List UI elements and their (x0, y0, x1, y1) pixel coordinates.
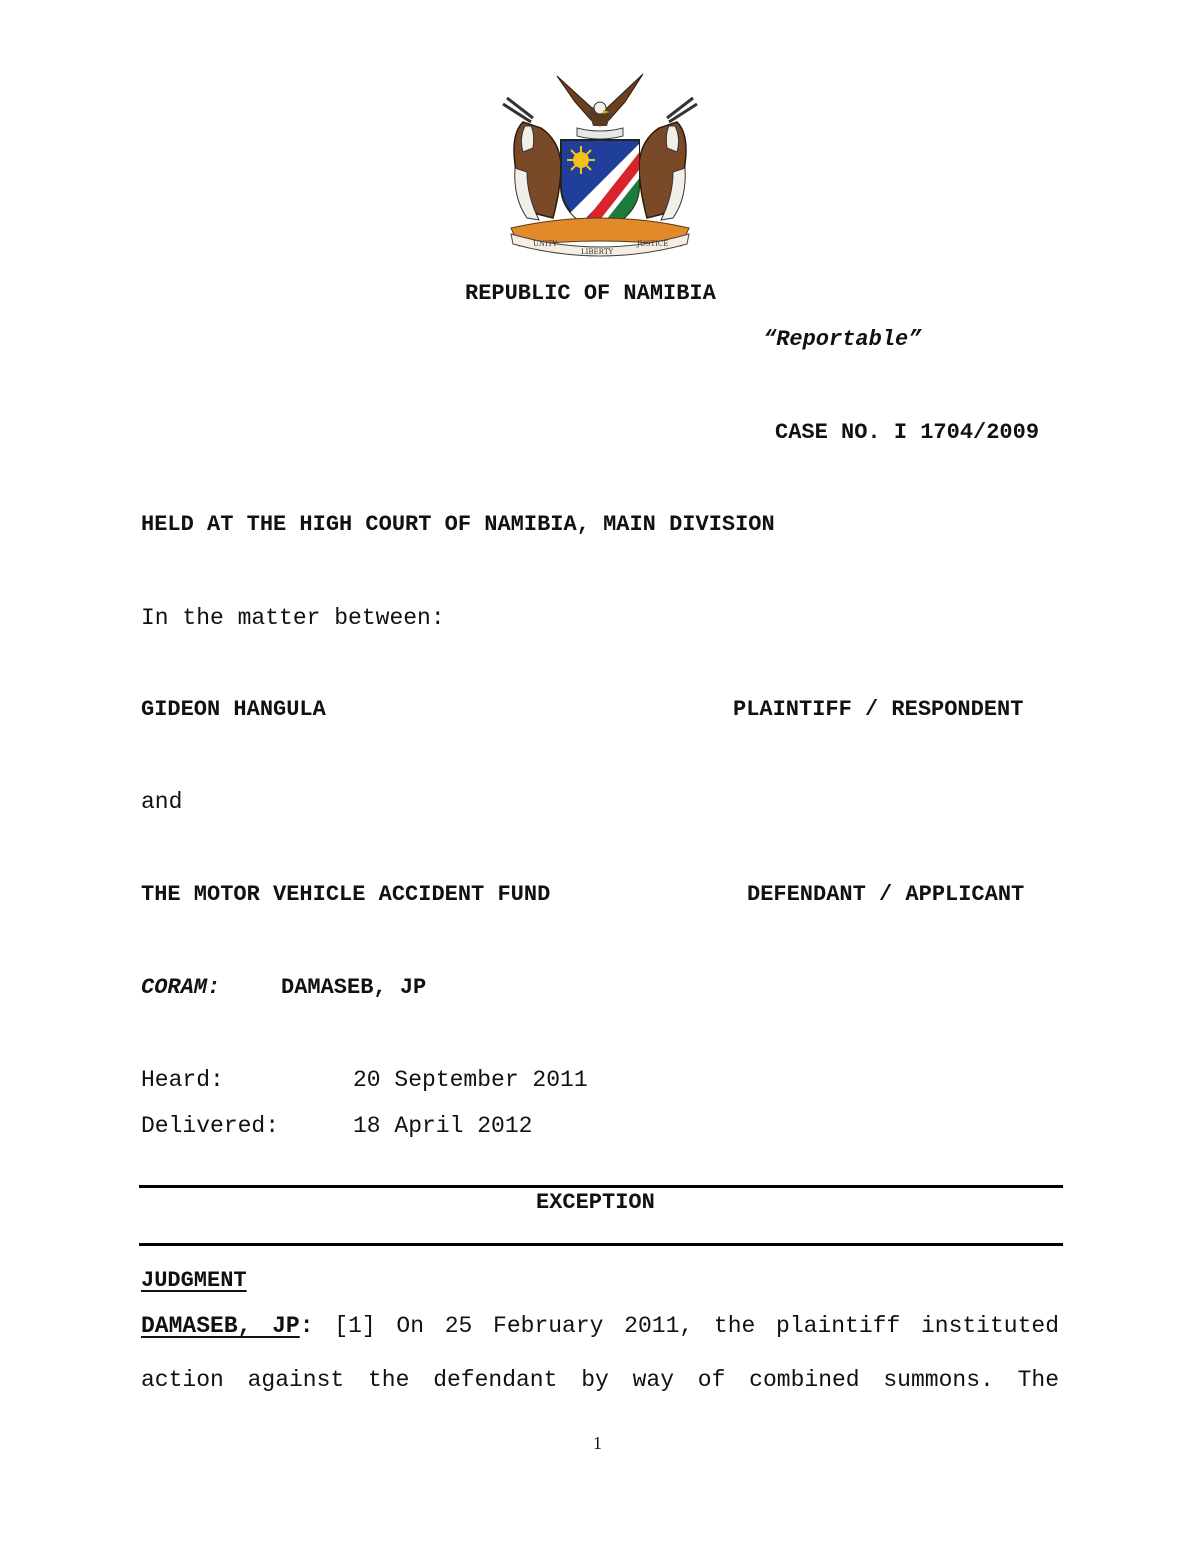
delivered-label: Delivered: (141, 1113, 280, 1139)
body-line-2: action against the defendant by way of combined summons. The (141, 1367, 1059, 1393)
top-rule (139, 1185, 1063, 1188)
motto-left: UNITY (533, 240, 558, 248)
body-line-1-text: [1] On 25 February 2011, the plaintiff instituted (334, 1313, 1059, 1339)
coram-judge: DAMASEB, JP (281, 975, 427, 1000)
left-oryx-icon (503, 98, 561, 220)
parties-intro: In the matter between: (141, 605, 445, 631)
motto-right: JUSTICE (637, 240, 669, 248)
plaintiff-role: PLAINTIFF / RESPONDENT (733, 697, 1024, 722)
body-line-1 (141, 1312, 1059, 1340)
page-number: 1 (593, 1433, 602, 1453)
bottom-rule (139, 1243, 1063, 1246)
heard-date: 20 September 2011 (353, 1067, 588, 1093)
republic-heading: REPUBLIC OF NAMIBIA (465, 281, 716, 306)
defendant-role: DEFENDANT / APPLICANT (747, 882, 1025, 907)
delivered-date: 18 April 2012 (353, 1113, 533, 1139)
heard-label: Heard: (141, 1067, 224, 1093)
eagle-icon (557, 74, 643, 139)
coat-of-arms-emblem (497, 68, 703, 258)
case-number: CASE NO. I 1704/2009 (775, 420, 1040, 445)
defendant-name: THE MOTOR VEHICLE ACCIDENT FUND (141, 882, 551, 907)
court-heading: HELD AT THE HIGH COURT OF NAMIBIA, MAIN DIVISION (141, 512, 775, 537)
judgment-heading: JUDGMENT (141, 1268, 247, 1293)
speaker-colon: : (299, 1313, 314, 1339)
coram-label: CORAM: (141, 975, 221, 1000)
reportable-label: “Reportable” (763, 327, 922, 352)
speaker-name: DAMASEB, JP (141, 1313, 300, 1339)
exception-title: EXCEPTION (536, 1190, 655, 1215)
right-oryx-icon (639, 98, 697, 220)
motto-center: LIBERTY (581, 248, 614, 256)
plaintiff-name: GIDEON HANGULA (141, 697, 326, 722)
party-conjunction: and (141, 789, 183, 815)
